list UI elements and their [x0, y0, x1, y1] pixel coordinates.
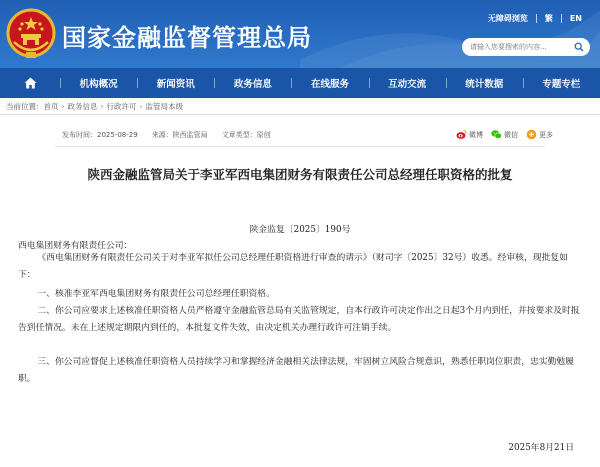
share-weibo-label[interactable]: 微博 [469, 130, 483, 139]
home-icon [24, 77, 37, 89]
share-wechat-label[interactable]: 微信 [504, 130, 518, 139]
nav-item-interaction[interactable]: 互动交流 [369, 68, 446, 98]
accessibility-link[interactable]: 无障碍浏览 [487, 14, 528, 23]
nav-item-special-topics[interactable]: 专题专栏 [523, 68, 600, 98]
article-paragraph: 《西电集团财务有限责任公司关于对李亚军拟任公司总经理任职资格进行审查的请示》（财司字〔2025〕32号）收悉。经审核，现批复如下： [18, 253, 568, 280]
share-bar [456, 129, 559, 140]
article-paragraph: 三、你公司应督促上述核准任职资格人员持续学习和掌握经济金融相关法律法规，牢固树立风险合规意识，熟悉任职岗位职责，忠实勤勉履职。 [18, 357, 574, 384]
addressee: 西电集团财务有限责任公司： [18, 241, 133, 251]
nav-item-online-service[interactable]: 在线服务 [291, 68, 368, 98]
wechat-icon[interactable] [491, 129, 502, 140]
article-meta [62, 130, 271, 140]
share-more-label[interactable]: 更多 [539, 130, 553, 139]
english-link[interactable]: EN [569, 14, 582, 23]
search-box [462, 38, 590, 56]
chevron-right-icon: › [100, 101, 104, 111]
header-decoration [300, 0, 600, 68]
breadcrumb-prefix: 当前位置： [6, 101, 44, 111]
traditional-chinese-link[interactable]: 繁 [544, 14, 553, 23]
breadcrumb-home[interactable]: 首页 [43, 101, 59, 111]
site-header [0, 0, 600, 68]
nav-item-news[interactable]: 新闻资讯 [137, 68, 214, 98]
article-paragraph: 一、核准李亚军西电集团财务有限责任公司总经理任职资格。 [37, 289, 275, 299]
plus-icon[interactable] [526, 129, 537, 140]
divider [55, 146, 545, 147]
chevron-right-icon: › [61, 101, 65, 111]
national-emblem-icon[interactable] [6, 8, 56, 60]
nav-item-government-info[interactable]: 政务信息 [214, 68, 291, 98]
top-links [480, 13, 590, 24]
search-input[interactable] [462, 43, 566, 51]
document-number: 陕金监复〔2025〕190号 [249, 225, 351, 235]
article-paragraph: 二、你公司应要求上述核准任职资格人员严格遵守金融监管总局有关监管规定，自本行政许可决定作出之日起3个月内到任，并按要求及时报告到任情况。未在上述规定期限内到任的，本批复文件失效，由决定机关办理行政许可注销手续。 [18, 306, 580, 333]
article-title: 陕西金融监管局关于李亚军西电集团财务有限责任公司总经理任职资格的批复 [87, 167, 513, 182]
nav-item-statistics[interactable]: 统计数据 [446, 68, 523, 98]
breadcrumb [6, 100, 183, 112]
document-date: 2025年8月21日 [508, 443, 574, 453]
nav-item-about[interactable]: 机构概况 [60, 68, 137, 98]
weibo-icon[interactable] [456, 129, 467, 140]
main-nav [0, 68, 600, 98]
breadcrumb-admin-license[interactable]: 行政许可 [106, 101, 137, 111]
breadcrumb-government-info[interactable]: 政务信息 [67, 101, 98, 111]
divider [0, 114, 600, 115]
publish-time: 发布时间：2025-08-29 [62, 131, 138, 139]
article-type: 文章类型：原创 [221, 131, 271, 139]
site-title[interactable]: 国家金融监督管理总局 [62, 24, 312, 52]
breadcrumb-bureau-level[interactable]: 监管局本级 [145, 101, 183, 111]
search-icon[interactable] [574, 42, 584, 52]
nav-home[interactable] [0, 68, 60, 98]
chevron-right-icon: › [139, 101, 143, 111]
article-source: 来源：陕西监管局 [151, 131, 208, 139]
